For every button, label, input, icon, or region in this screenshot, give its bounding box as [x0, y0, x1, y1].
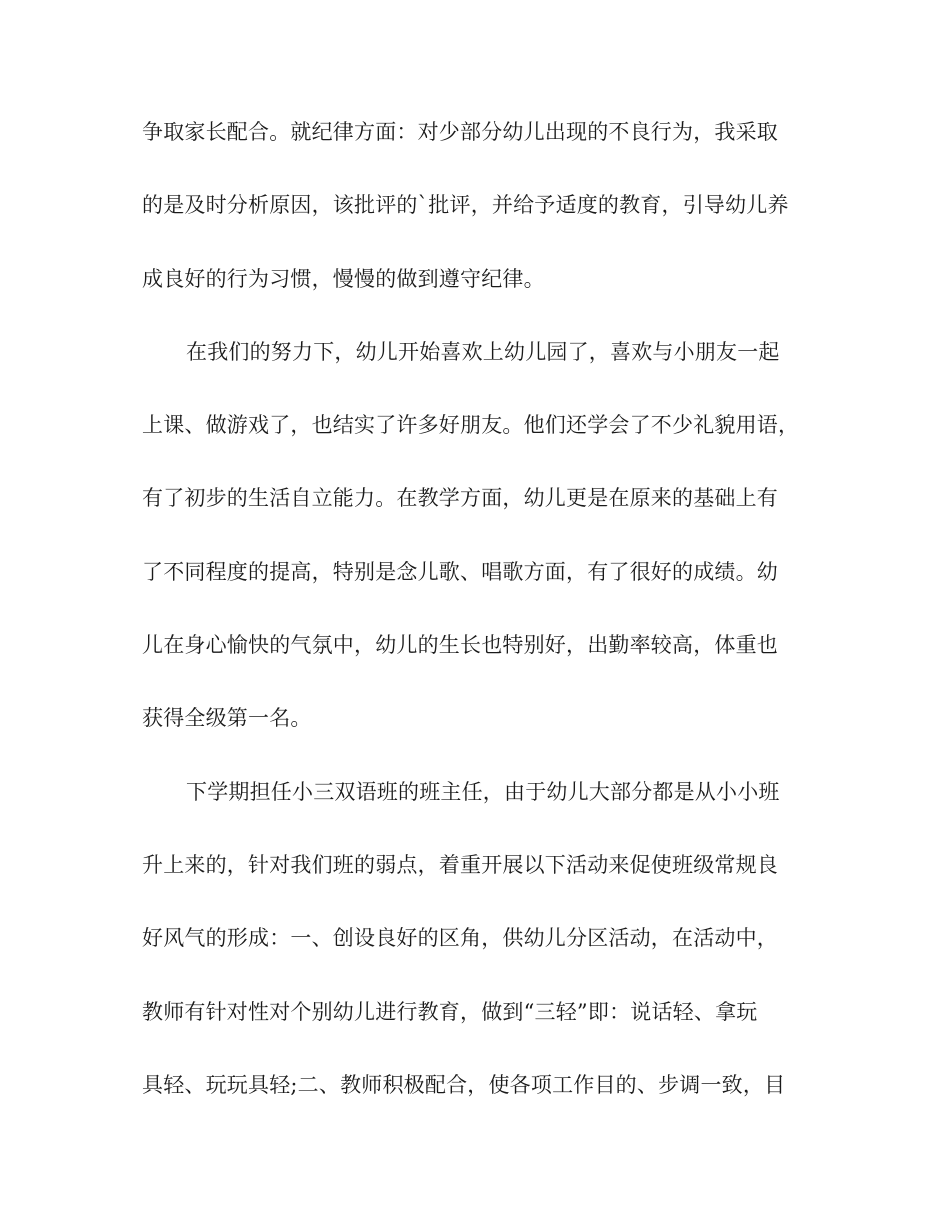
text-line: 获得全级第一名。 — [142, 706, 312, 731]
text-line: 了不同程度的提高，特别是念儿歌、唱歌方面，有了很好的成绩。幼 — [142, 559, 778, 584]
paragraph-start-line: 下学期担任小三双语班的班主任，由于幼儿大部分都是从小小班 — [186, 779, 780, 804]
text-line: 有了初步的生活自立能力。在教学方面，幼儿更是在原来的基础上有 — [142, 486, 778, 511]
text-line: 的是及时分析原因，该批评的`批评，并给予适度的教育，引导幼儿养 — [142, 193, 789, 218]
paragraph-start-line: 在我们的努力下，幼儿开始喜欢上幼儿园了，喜欢与小朋友一起 — [186, 339, 780, 364]
document-body — [142, 117, 808, 1143]
text-line: 儿在身心愉快的气氛中，幼儿的生长也特别好，出勤率较高，体重也 — [142, 633, 778, 658]
text-line: 具轻、玩玩具轻;二、教师积极配合，使各项工作目的、步调一致，目 — [142, 1072, 786, 1097]
text-line: 教师有针对性对个别幼儿进行教育，做到“三轻”即：说话轻、拿玩 — [142, 999, 758, 1024]
text-line: 升上来的，针对我们班的弱点，着重开展以下活动来促使班级常规良 — [142, 852, 778, 877]
text-line: 好风气的形成：一、创设良好的区角，供幼儿分区活动，在活动中， — [142, 926, 778, 951]
text-line: 争取家长配合。就纪律方面：对少部分幼儿出现的不良行为，我采取 — [142, 120, 778, 144]
text-line: 上课、做游戏了，也结实了许多好朋友。他们还学会了不少礼貌用语， — [142, 413, 800, 438]
text-line: 成良好的行为习惯，慢慢的做到遵守纪律。 — [142, 266, 545, 291]
